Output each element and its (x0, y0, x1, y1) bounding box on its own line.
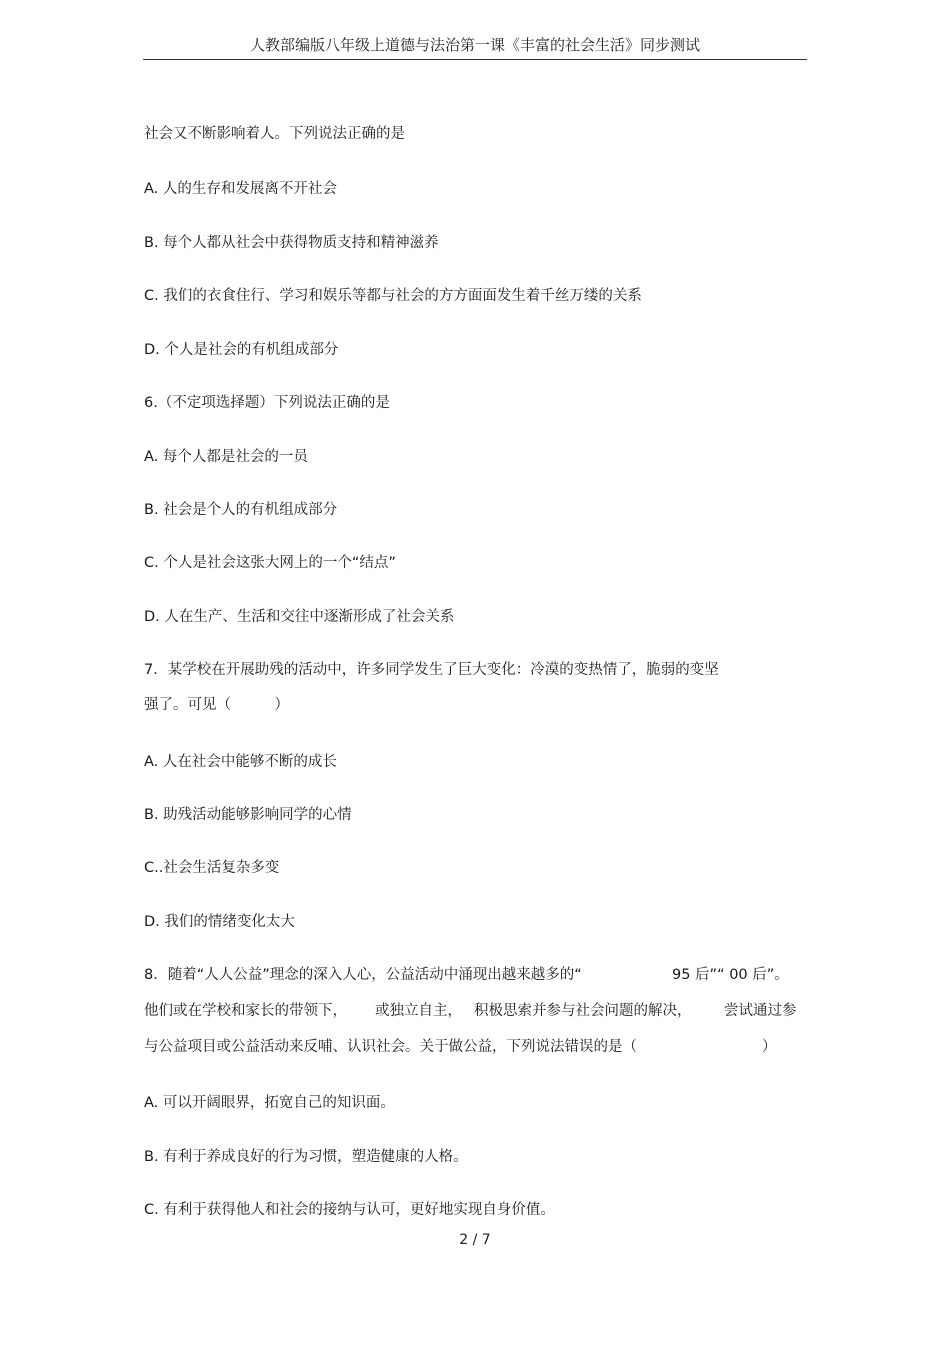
q8-stem-line3-part1: 与公益项目或公益活动来反哺、认识社会。关于做公益，下列说法错误的是（ (144, 1039, 637, 1055)
page-header-title: 人教部编版八年级上道德与法治第一课《丰富的社会生活》同步测试 (249, 36, 700, 54)
q8-option-c: C. 有利于获得他人和社会的接纳与认可，更好地实现自身价值。 (144, 1202, 555, 1218)
q7-option-d: D. 我们的情绪变化太大 (144, 914, 295, 930)
q7-stem-line2: 强了。可见（ ） (144, 697, 289, 713)
q8-option-b: B. 有利于养成良好的行为习惯，塑造健康的人格。 (144, 1149, 468, 1165)
header-divider (143, 59, 807, 60)
q6-option-c: C. 个人是社会这张大网上的一个“结点” (144, 555, 396, 571)
q6-stem: 6.（不定项选择题）下列说法正确的是 (144, 395, 390, 411)
q5-option-c: C. 我们的衣食住行、学习和娱乐等都与社会的方方面面发生着千丝万缕的关系 (144, 288, 642, 304)
q8-stem-line2-part1: 他们或在学校和家长的带领下， (144, 1003, 347, 1019)
q8-stem-line2-part3: 积极思索并参与社会问题的解决， (474, 1003, 692, 1019)
q5-option-b: B. 每个人都从社会中获得物质支持和精神滋养 (144, 235, 439, 251)
q5-option-a: A. 人的生存和发展离不开社会 (144, 181, 337, 197)
q7-option-c: C..社会生活复杂多变 (144, 860, 280, 876)
q8-stem-line2-part4: 尝试通过参 (724, 1003, 797, 1019)
q6-option-a: A. 每个人都是社会的一员 (144, 449, 308, 465)
q8-stem-line3-part2: ） (762, 1039, 777, 1055)
q5-stem-tail: 社会又不断影响着人。下列说法正确的是 (144, 126, 405, 142)
q6-option-b: B. 社会是个人的有机组成部分 (144, 502, 338, 518)
q8-stem-line1-part2: 95 后”“ 00 后”。 (672, 967, 789, 983)
q7-option-b: B. 助残活动能够影响同学的心情 (144, 807, 352, 823)
q6-option-d: D. 人在生产、生活和交往中逐渐形成了社会关系 (144, 609, 455, 625)
q8-stem-line1-part1: 8．随着“人人公益”理念的深入人心，公益活动中涌现出越来越多的“ (144, 967, 582, 983)
q7-stem-line1: 7．某学校在开展助残的活动中，许多同学发生了巨大变化：冷漠的变热情了，脆弱的变坚 (144, 662, 719, 678)
q8-stem-line2-part2: 或独立自主， (375, 1003, 462, 1019)
q7-option-a: A. 人在社会中能够不断的成长 (144, 754, 337, 770)
q5-option-d: D. 个人是社会的有机组成部分 (144, 342, 339, 358)
q8-option-a: A. 可以开阔眼界，拓宽自己的知识面。 (144, 1095, 395, 1111)
page-number: 2 / 7 (459, 1232, 491, 1248)
